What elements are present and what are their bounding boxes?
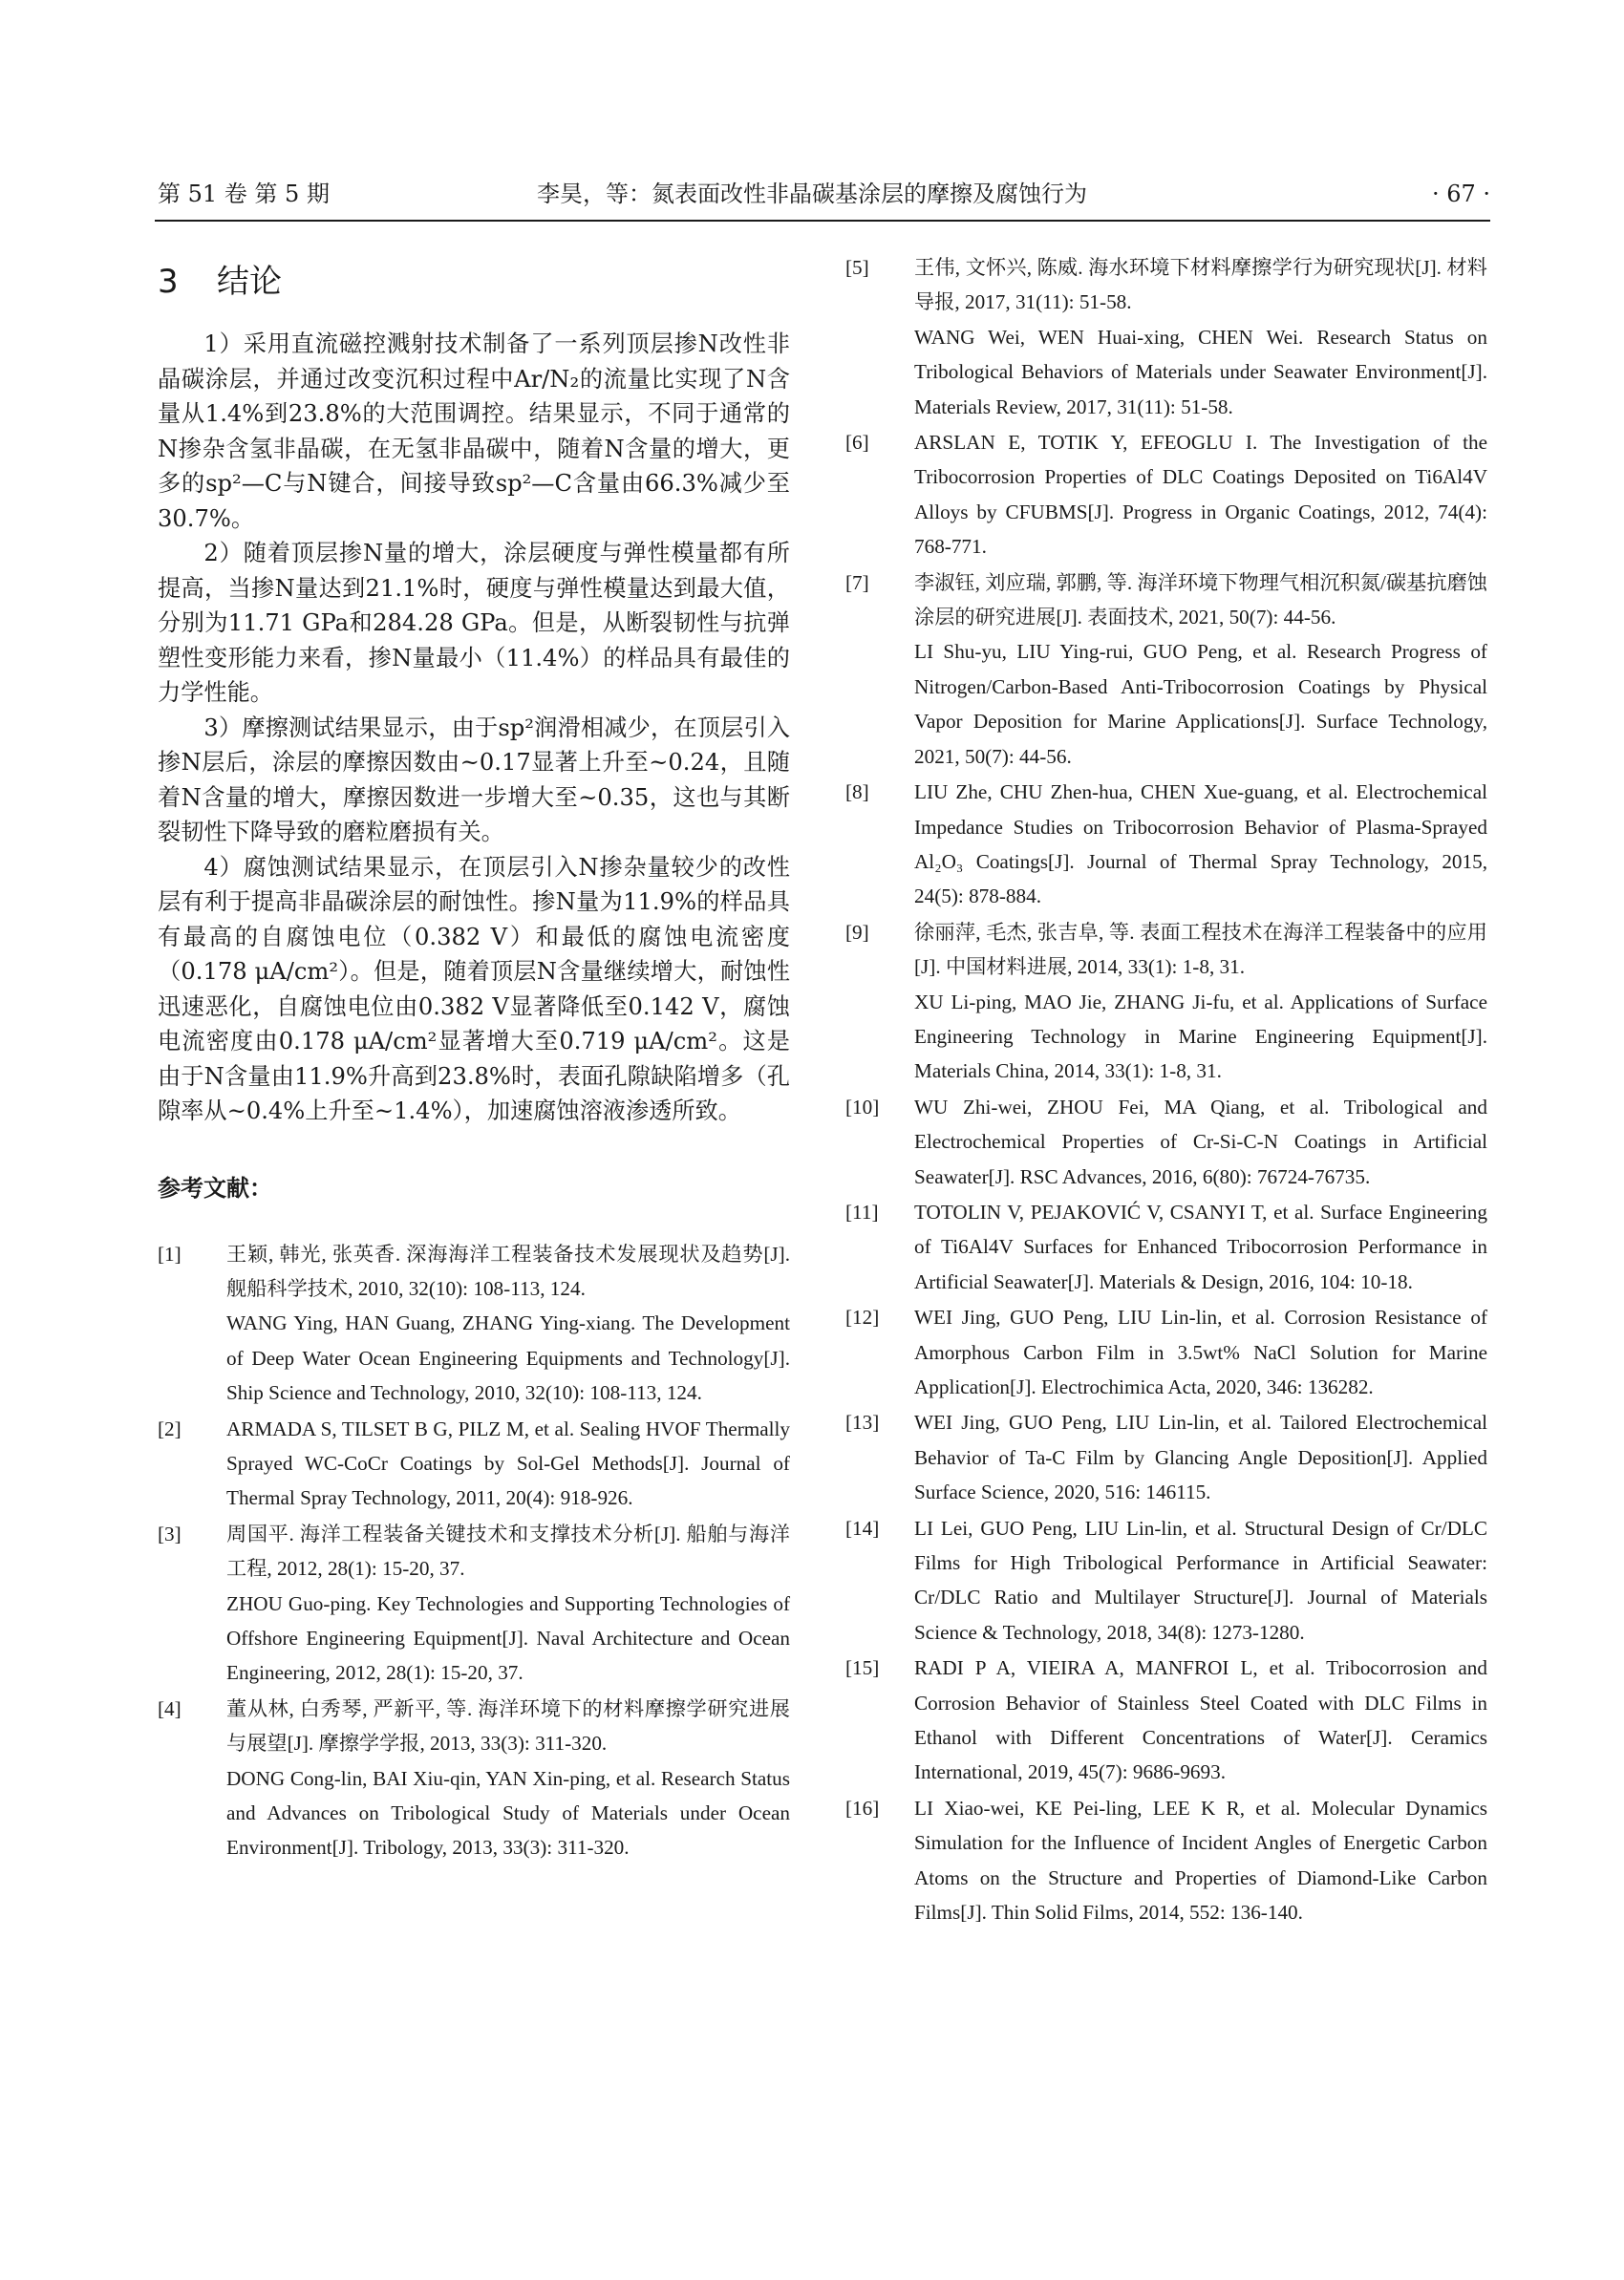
reference-en: LI Lei, GUO Peng, LIU Lin-lin, et al. Structural Design of Cr/DLC Films for High Tribological Performance in Artificial Seawater: Cr/DLC Ratio and Multilayer Structure[J]. Journal of Materials Science & Technology, 2018, 34(8): 1273-1280. bbox=[914, 1516, 1487, 1644]
running-title: 李昊，等：氮表面改性非晶碳基涂层的摩擦及腐蚀行为 bbox=[537, 181, 1087, 207]
reference-number: [9] bbox=[845, 920, 869, 944]
reference-number: [14] bbox=[845, 1516, 880, 1540]
reference-item bbox=[845, 775, 1487, 914]
reference-en: LIU Zhe, CHU Zhen-hua, CHEN Xue-guang, et al. Electrochemical Impedance Studies on Tribocorrosion Behavior of Plasma-Sprayed Al₂O₃ Coatings[J]. Journal of Thermal Spray Technology, 2015, 24(5): 878-884. bbox=[914, 780, 1487, 908]
header-rule bbox=[155, 220, 1490, 222]
reference-en: DONG Cong-lin, BAI Xiu-qin, YAN Xin-ping, et al. Research Status and Advances on Tribological Study of Materials under Ocean Environment[J]. Tribology, 2013, 33(3): 311-320. bbox=[226, 1766, 790, 1860]
reference-item bbox=[845, 1651, 1487, 1790]
reference-number: [15] bbox=[845, 1656, 880, 1680]
reference-cn: 董从林, 白秀琴, 严新平, 等. 海洋环境下的材料摩擦学研究进展与展望[J]. 摩擦学学报, 2013, 33(3): 311-320. bbox=[226, 1696, 790, 1756]
reference-number: [8] bbox=[845, 780, 869, 804]
reference-number: [3] bbox=[158, 1522, 182, 1545]
reference-item bbox=[845, 915, 1487, 1089]
volume-issue: 第 51 卷 第 5 期 bbox=[158, 181, 330, 207]
reference-number: [6] bbox=[845, 431, 869, 455]
conclusion-paragraph-3: 3）摩擦测试结果显示，由于sp²润滑相减少，在顶层引入掺N层后，涂层的摩擦因数由~0.17显著上升至~0.24，且随着N含量的增大，摩擦因数进一步增大至~0.35，这也与其断裂韧性下降导致的磨粒磨损有关。 bbox=[158, 714, 790, 845]
page-number: · 67 · bbox=[1431, 181, 1490, 207]
conclusion-paragraph-2: 2）随着顶层掺N量的增大，涂层硬度与弹性模量都有所提高，当掺N量达到21.1%时，硬度与弹性模量达到最大值，分别为11.71 GPa和284.28 GPa。但是，从断裂韧性与抗弹塑性变形能力来看，掺N量最小（11.4%）的样品具有最佳的力学性能。 bbox=[158, 540, 790, 706]
reference-cn: 王伟, 文怀兴, 陈威. 海水环境下材料摩擦学行为研究现状[J]. 材料导报, 2017, 31(11): 51-58. bbox=[914, 256, 1487, 314]
reference-number: [1] bbox=[158, 1242, 182, 1266]
reference-en: WEI Jing, GUO Peng, LIU Lin-lin, et al. Tailored Electrochemical Behavior of Ta-C Film by Glancing Angle Deposition[J]. Applied Surface Science, 2020, 516: 146115. bbox=[914, 1411, 1487, 1504]
reference-number: [5] bbox=[845, 256, 869, 279]
section-title: 结论 bbox=[217, 263, 282, 301]
reference-number: [10] bbox=[845, 1095, 880, 1119]
right-column bbox=[845, 250, 1487, 1931]
reference-number: [12] bbox=[845, 1306, 880, 1330]
reference-en: WANG Ying, HAN Guang, ZHANG Ying-xiang. The Development of Deep Water Ocean Engineering Equipments and Technology[J]. Ship Science and Technology, 2010, 32(10): 108-113, 124. bbox=[226, 1311, 790, 1405]
reference-item bbox=[845, 1195, 1487, 1299]
reference-item bbox=[158, 1412, 790, 1516]
reference-number: [7] bbox=[845, 570, 869, 594]
reference-item bbox=[845, 565, 1487, 774]
section-heading bbox=[158, 258, 790, 306]
reference-en: LI Xiao-wei, KE Pei-ling, LEE K R, et al. Molecular Dynamics Simulation for the Influence of Incident Angles of Energetic Carbon Atoms on the Structure and Properties of Diamond-Like Carbon Films[J]. Thin Solid Films, 2014, 552: 136-140. bbox=[914, 1796, 1487, 1925]
reference-item bbox=[845, 250, 1487, 424]
reference-en: RADI P A, VIEIRA A, MANFROI L, et al. Tribocorrosion and Corrosion Behavior of Stainless Steel Coated with DLC Films in Ethanol with Different Concentrations of Water[J]. Ceramics International, 2019, 45(7): 9686-9693. bbox=[914, 1656, 1487, 1784]
reference-number: [2] bbox=[158, 1417, 182, 1440]
reference-item bbox=[845, 1300, 1487, 1404]
section-number: 3 bbox=[158, 263, 179, 301]
reference-cn: 王颖, 韩光, 张英香. 深海海洋工程装备技术发展现状及趋势[J]. 舰船科学技术, 2010, 32(10): 108-113, 124. bbox=[226, 1242, 790, 1300]
reference-cn: 周国平. 海洋工程装备关键技术和支撑技术分析[J]. 船舶与海洋工程, 2012, 28(1): 15-20, 37. bbox=[226, 1522, 790, 1581]
reference-item bbox=[845, 1405, 1487, 1509]
reference-en: ARSLAN E, TOTIK Y, EFEOGLU I. The Investigation of the Tribocorrosion Properties of DLC Coatings Deposited on Ti6Al4V Alloys by CFUBMS[J]. Progress in Organic Coatings, 2012, 74(4): 768-771. bbox=[914, 431, 1487, 559]
reference-item bbox=[845, 1791, 1487, 1930]
conclusion-paragraph-1: 1）采用直流磁控溅射技术制备了一系列顶层掺N改性非晶碳涂层，并通过改变沉积过程中Ar/N₂的流量比实现了N含量从1.4%到23.8%的大范围调控。结果显示，不同于通常的N掺杂含氢非晶碳，在无氢非晶碳中，随着N含量的增大，更多的sp²—C与N键合，间接导致sp²—C含量由66.3%减少至30.7%。 bbox=[158, 330, 790, 532]
reference-en: ZHOU Guo-ping. Key Technologies and Supporting Technologies of Offshore Engineering Equipment[J]. Naval Architecture and Ocean Engineering, 2012, 28(1): 15-20, 37. bbox=[226, 1591, 790, 1685]
reference-en: WU Zhi-wei, ZHOU Fei, MA Qiang, et al. Tribological and Electrochemical Properties of Cr-Si-C-N Coatings in Artificial Seawater[J]. RSC Advances, 2016, 6(80): 76724-76735. bbox=[914, 1095, 1487, 1188]
reference-en: LI Shu-yu, LIU Ying-rui, GUO Peng, et al. Research Progress of Nitrogen/Carbon-Based Anti-Tribocorrosion Coatings by Physical Vapor Deposition for Marine Applications[J]. Surface Technology, 2021, 50(7): 44-56. bbox=[914, 640, 1487, 768]
reference-number: [16] bbox=[845, 1796, 880, 1820]
reference-item bbox=[845, 425, 1487, 565]
reference-en: TOTOLIN V, PEJAKOVIĆ V, CSANYI T, et al. Surface Engineering of Ti6Al4V Surfaces for Enhanced Tribocorrosion Performance in Artificial Seawater[J]. Materials & Design, 2016, 104: 10-18. bbox=[914, 1200, 1487, 1293]
references-heading: 参考文献： bbox=[158, 1174, 272, 1202]
reference-item bbox=[158, 1517, 790, 1691]
reference-item bbox=[845, 1090, 1487, 1194]
reference-number: [4] bbox=[158, 1696, 182, 1720]
reference-item bbox=[158, 1237, 790, 1411]
reference-en: XU Li-ping, MAO Jie, ZHANG Ji-fu, et al. Applications of Surface Engineering Technology in Marine Engineering Equipment[J]. Materials China, 2014, 33(1): 1-8, 31. bbox=[914, 990, 1487, 1083]
reference-en: ARMADA S, TILSET B G, PILZ M, et al. Sealing HVOF Thermally Sprayed WC-CoCr Coatings by Sol-Gel Methods[J]. Journal of Thermal Spray Technology, 2011, 20(4): 918-926. bbox=[226, 1417, 790, 1510]
conclusion-paragraph-4: 4）腐蚀测试结果显示，在顶层引入N掺杂量较少的改性层有利于提高非晶碳涂层的耐蚀性。掺N量为11.9%的样品具有最高的自腐蚀电位（0.382 V）和最低的腐蚀电流密度（0.178 μA/cm²）。但是，随着顶层N含量继续增大，耐蚀性迅速恶化，自腐蚀电位由0.382 V显著降低至0.142 V，腐蚀电流密度由0.178 μA/cm²显著增大至0.719 μA/cm²。这是由于N含量由11.9%升高到23.8%时，表面孔隙缺陷增多（孔隙率从~0.4%上升至~1.4%），加速腐蚀溶液渗透所致。 bbox=[158, 853, 790, 1124]
reference-cn: 李淑钰, 刘应瑞, 郭鹏, 等. 海洋环境下物理气相沉积氮/碳基抗磨蚀涂层的研究进展[J]. 表面技术, 2021, 50(7): 44-56. bbox=[914, 570, 1487, 629]
reference-number: [11] bbox=[845, 1200, 879, 1224]
reference-item bbox=[158, 1692, 790, 1865]
reference-en: WEI Jing, GUO Peng, LIU Lin-lin, et al. Corrosion Resistance of Amorphous Carbon Film in 3.5wt% NaCl Solution for Marine Application[J]. Electrochimica Acta, 2020, 346: 136282. bbox=[914, 1306, 1487, 1398]
reference-number: [13] bbox=[845, 1411, 880, 1435]
left-column bbox=[158, 250, 790, 1866]
reference-en: WANG Wei, WEN Huai-xing, CHEN Wei. Research Status on Tribological Behaviors of Materials under Seawater Environment[J]. Materials Review, 2017, 31(11): 51-58. bbox=[914, 325, 1487, 418]
reference-cn: 徐丽萍, 毛杰, 张吉阜, 等. 表面工程技术在海洋工程装备中的应用[J]. 中国材料进展, 2014, 33(1): 1-8, 31. bbox=[914, 920, 1487, 979]
reference-item bbox=[845, 1511, 1487, 1651]
